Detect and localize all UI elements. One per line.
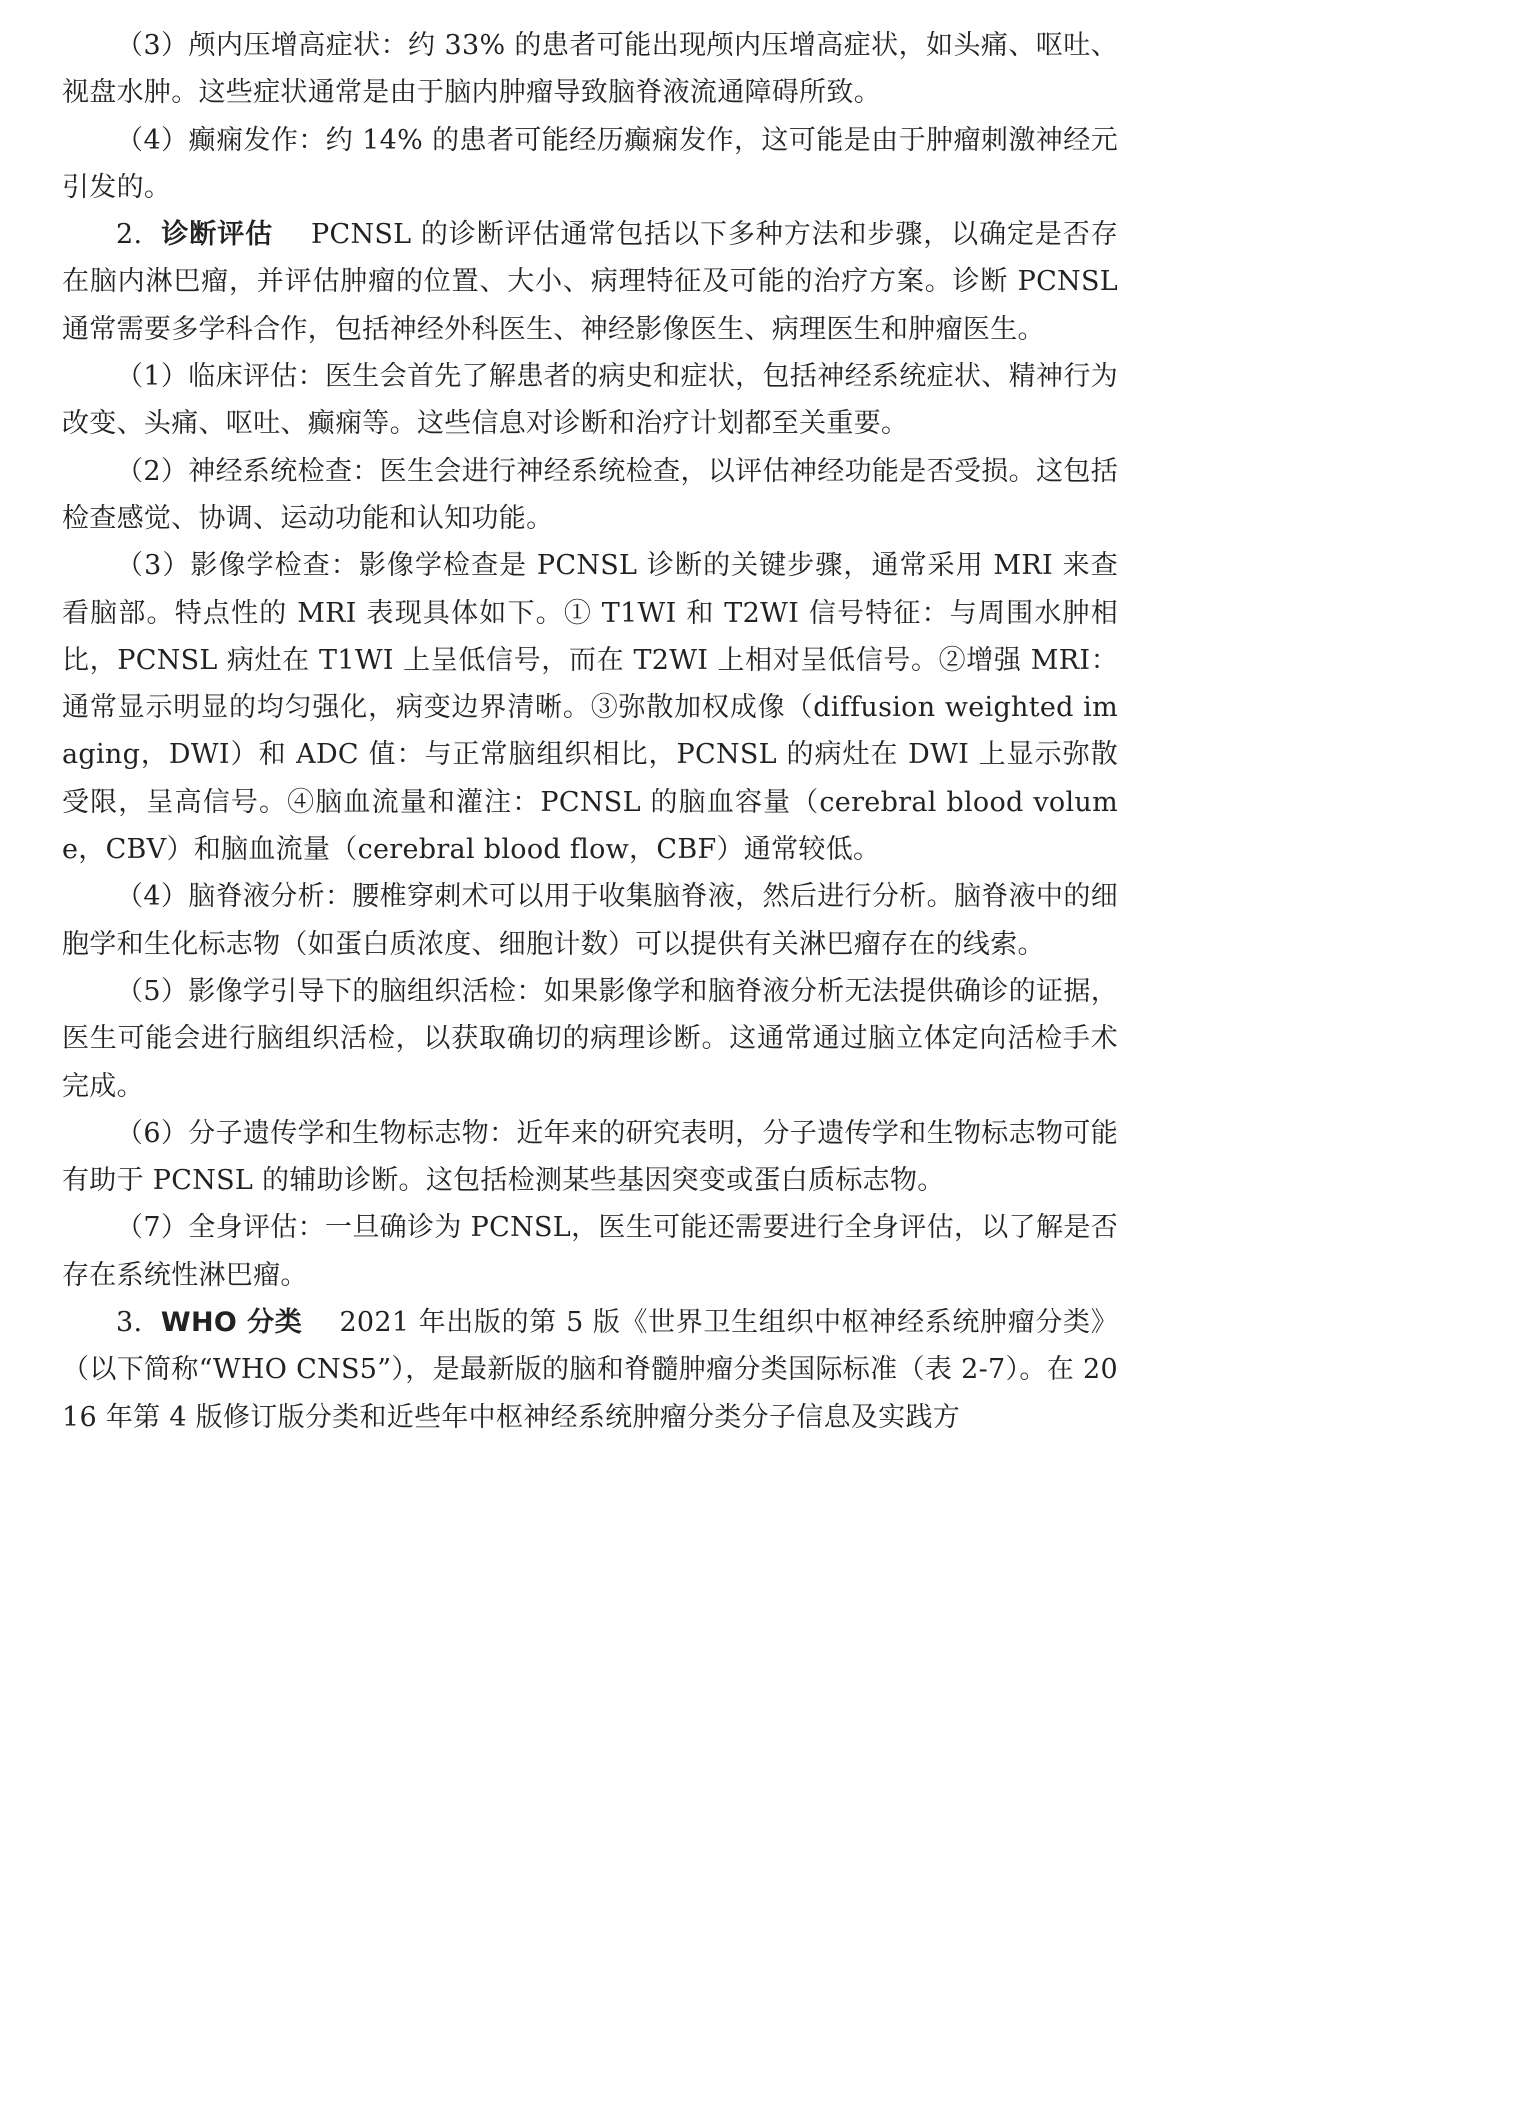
paragraph-imaging — [62, 542, 1118, 873]
paragraph-text: 2021 年出版的第 5 版《世界卫生组织中枢神经系统肿瘤分类》（以下简称“WHO CNS5”），是最新版的脑和脊髓肿瘤分类国际标准（表 2-7）。在 2016 年第 4 版修订版分类和近些年中枢神经系统肿瘤分类分子信息及实践方 — [62, 1307, 1118, 1433]
paragraph-text: （4）癫痫发作：约 14% 的患者可能经历癫痫发作，这可能是由于肿瘤刺激神经元引发的。 — [62, 124, 1118, 203]
paragraph-neuro-exam — [62, 448, 1118, 543]
section-heading: WHO 分类 — [160, 1307, 303, 1339]
paragraph-molecular-genetics — [62, 1110, 1118, 1205]
section-heading: 诊断评估 — [161, 219, 274, 251]
section-number: 2. — [116, 219, 143, 251]
paragraph-icp-symptoms — [62, 22, 1118, 117]
paragraph-text: （2）神经系统检查：医生会进行神经系统检查，以评估神经功能是否受损。这包括检查感觉、协调、运动功能和认知功能。 — [62, 455, 1118, 534]
paragraph-text: （1）临床评估：医生会首先了解患者的病史和症状，包括神经系统症状、精神行为改变、头痛、呕吐、癫痫等。这些信息对诊断和治疗计划都至关重要。 — [62, 361, 1118, 440]
paragraph-csf-analysis — [62, 873, 1118, 968]
paragraph-text: （7）全身评估：一旦确诊为 PCNSL，医生可能还需要进行全身评估，以了解是否存在系统性淋巴瘤。 — [62, 1212, 1118, 1291]
paragraph-text: （3）颅内压增高症状：约 33% 的患者可能出现颅内压增高症状，如头痛、呕吐、视盘水肿。这些症状通常是由于脑内肿瘤导致脑脊液流通障碍所致。 — [62, 30, 1118, 109]
paragraph-text: （6）分子遗传学和生物标志物：近年来的研究表明，分子遗传学和生物标志物可能有助于 PCNSL 的辅助诊断。这包括检测某些基因突变或蛋白质标志物。 — [62, 1117, 1118, 1197]
paragraph-epilepsy — [62, 117, 1118, 212]
paragraph-biopsy — [62, 968, 1118, 1110]
paragraph-text: （4）脑脊液分析：腰椎穿刺术可以用于收集脑脊液，然后进行分析。脑脊液中的细胞学和生化标志物（如蛋白质浓度、细胞计数）可以提供有关淋巴瘤存在的线索。 — [62, 881, 1118, 960]
section-number: 3. — [116, 1307, 143, 1339]
paragraph-text: （5）影像学引导下的脑组织活检：如果影像学和脑脊液分析无法提供确诊的证据，医生可能会进行脑组织活检，以获取确切的病理诊断。这通常通过脑立体定向活检手术完成。 — [62, 975, 1118, 1102]
paragraph-who-classification — [62, 1299, 1118, 1441]
paragraph-clinical-evaluation — [62, 353, 1118, 448]
document-page — [62, 22, 1118, 1441]
paragraph-text: （3）影像学检查：影像学检查是 PCNSL 诊断的关键步骤，通常采用 MRI 来查看脑部。特点性的 MRI 表现具体如下。① T1WI 和 T2WI 信号特征：与周围水肿相比，PCNSL 病灶在 T1WI 上呈低信号，而在 T2WI 上相对呈低信号。②增强 MRI：通常显示明显的均匀强化，病变边界清晰。③弥散加权成像（diffusion weighted imaging，DWI）和 ADC 值：与正常脑组织相比，PCNSL 的病灶在 DWI 上显示弥散受限，呈高信号。④脑血流量和灌注：PCNSL 的脑血容量（cerebral blood volume，CBV）和脑血流量（cerebral blood flow，CBF）通常较低。 — [62, 550, 1118, 866]
paragraph-systemic-evaluation — [62, 1204, 1118, 1299]
paragraph-diagnosis-evaluation — [62, 211, 1118, 353]
paragraph-text: PCNSL 的诊断评估通常包括以下多种方法和步骤，以确定是否存在脑内淋巴瘤，并评估肿瘤的位置、大小、病理特征及可能的治疗方案。诊断 PCNSL 通常需要多学科合作，包括神经外科医生、神经影像医生、病理医生和肿瘤医生。 — [62, 219, 1119, 345]
